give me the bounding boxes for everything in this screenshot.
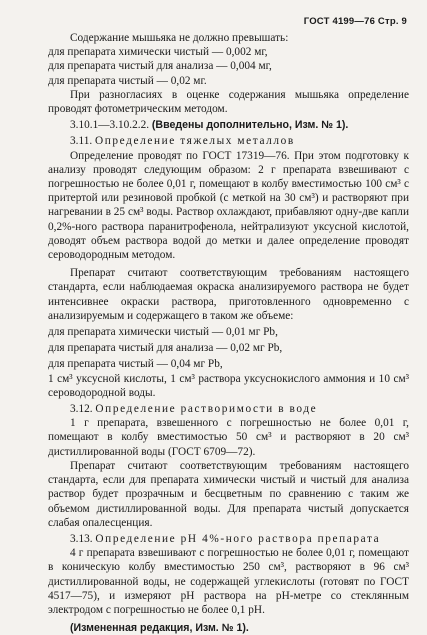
section-3-13-heading: [48, 532, 409, 546]
section-number: 3.13.: [70, 532, 93, 545]
section-title: Определение растворимости в воде: [95, 403, 318, 416]
section-3-11-heading: [48, 134, 409, 148]
lead-limit-analysis-pure: для препарата чистый для анализа — 0,02 мг Pb,: [48, 342, 283, 355]
solubility-procedure: 1 г препарата, взвешенного с погрешностью не более 0,01 г, помещают в колбу вместимостью 50 см³ и растворяют в 20 см³ дистиллированной воды (ГОСТ 6709—72).: [48, 417, 409, 458]
solubility-criteria: Препарат считают соответствующим требованиям настоящего стандарта, если для препарата химически чистый и чистый для анализа раствор будет прозрачным и бесцветным по сравнению с таким же объемом дистиллированной воды. Для препарата чистый допускается слабая опалесценция.: [48, 459, 409, 529]
page-header: ГОСТ 4199—76 Стр. 9: [303, 16, 407, 27]
arsenic-limit-intro: Содержание мышьяка не должно превышать:: [70, 32, 289, 44]
heavy-metals-criteria: Препарат считают соответствующим требованиям настоящего стандарта, если наблюдаемая окраска анализируемого раствора не будет интенсивнее окраски раствора, приготовленного одновременно с анализируемым и содержащего в таком же объеме:: [48, 267, 409, 322]
section-number: 3.11.: [70, 135, 93, 148]
section-title: Определение тяжелых металлов: [95, 135, 295, 148]
arsenic-limit-pure: для препарата чистый — 0,02 мг.: [48, 74, 207, 87]
revision-note: (Измененная редакция, Изм. № 1).: [70, 622, 249, 635]
arsenic-dispute-paragraph: При разногласиях в оценке содержания мышьяка определение проводят фотометрическим методом.: [48, 88, 409, 116]
arsenic-limit-analysis-pure: для препарата чистый для анализа — 0,004 мг,: [48, 60, 272, 73]
arsenic-limit-chem-pure: для препарата химически чистый — 0,002 мг,: [48, 46, 268, 59]
amendment-note-text: (Введены дополнительно, Изм. № 1).: [151, 119, 349, 132]
amendment-note-3-10: [48, 118, 409, 132]
section-3-12-heading: [48, 402, 409, 416]
lead-limit-pure: для препарата чистый — 0,04 мг Pb,: [48, 358, 223, 371]
section-number: 3.12.: [70, 403, 93, 416]
ph-procedure: 4 г препарата взвешивают с погрешностью не более 0,01 г, помещают в коническую колбу вместимостью 250 см³, растворяют в 96 см³ дистиллированной воды, не содержащей углекислоты (готовят по ГОСТ 4517—75), и измеряют pH раствора на pH-метре со стеклянным электродом с погрешностью не более 0,1 pH.: [48, 547, 409, 616]
section-title: Определение pH 4%-ного раствора препарата: [95, 532, 381, 545]
lead-limit-chem-pure: для препарата химически чистый — 0,01 мг Pb,: [48, 326, 278, 339]
heavy-metals-procedure: Определение проводят по ГОСТ 17319—76. При этом подготовку к анализу проводят следующим образом: 2 г препарата взвешивают с погрешностью не более 0,01 г, помещают в колбу вместимостью 100 см³ с притертой или резиновой пробкой (с меткой на 30 см³) и растворяют при нагревании в 25 см³ воды. Раствор охлаждают, прибавляют одну-две капли 0,2%-ного раствора паранитрофенола, нейтрализуют уксусной кислотой, доводят объем раствора водой до метки и далее определение проводят сероводородным методом.: [48, 149, 409, 262]
amendment-section-number: 3.10.1—3.10.2.2.: [70, 119, 150, 132]
reference-solution-composition: 1 см³ уксусной кислоты, 1 см³ раствора уксуснокислого аммония и 10 см³ сероводородной воды.: [48, 372, 409, 399]
document-body: [48, 31, 409, 635]
